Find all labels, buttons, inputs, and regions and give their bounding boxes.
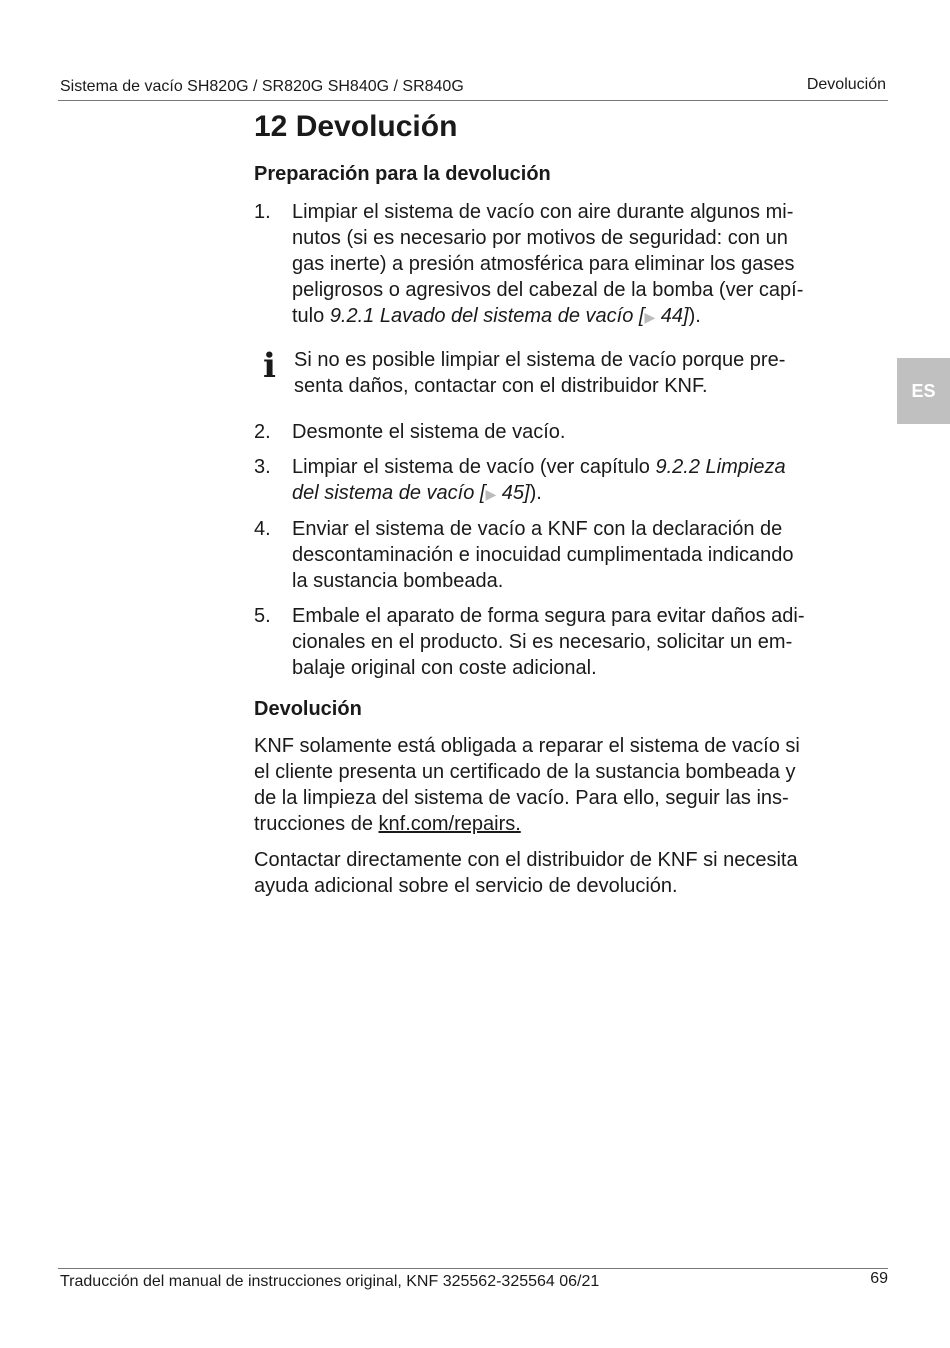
footer-text: Traducción del manual de instrucciones original, KNF 325562-325564 06/21: [60, 1273, 600, 1290]
text-line: nutos (si es necesario por motivos de seguridad: con un: [292, 227, 788, 249]
chapter-link[interactable]: del sistema de vacío [▶ 45]: [292, 482, 530, 504]
language-tab: ES: [897, 358, 950, 424]
header-rule: [58, 100, 888, 101]
arrow-right-icon: ▶: [644, 309, 656, 325]
text-line: peligrosos o agresivos del cabezal de la bomba (ver capí-: [292, 279, 804, 301]
chapter-link[interactable]: 9.2.1 Lavado del sistema de vacío [▶ 44]: [329, 305, 689, 327]
info-note: Si no es posible limpiar el sistema de vacío porque pre- senta daños, contactar con el distribuidor KNF.: [294, 349, 786, 397]
text: ).: [688, 305, 701, 327]
footer-rule: [58, 1268, 888, 1269]
paragraph: KNF solamente está obligada a reparar el sistema de vacío si el cliente presenta un certificado de la sustancia bombeada y de la limpieza del sistema de vacío. Para ello, seguir las ins- trucciones de knf.com/repairs.: [254, 735, 800, 835]
chapter-link[interactable]: 9.2.2 Limpieza: [655, 456, 786, 478]
text: tulo: [292, 305, 330, 327]
document-page: Sistema de vacío SH820G / SR820G SH840G / SR840G Devolución 12 Devolución Preparación para la devolución 1. Limpiar el sistema de vacío con aire durante algunos mi- nutos (si es necesario por motivos de seguridad: con un gas inerte) a presión atmosférica para eliminar los gases peligrosos o agresivos del cabezal de la bomba (ver capí- tulo 9.2.1 Lavado del sistema de vacío [▶ 44]). i Si no es posible limpiar el sistema de vacío porque pre- senta daños, contactar con el distribuidor KNF. 2. Desmonte el sistema de vacío. 3. Limpiar el sistema de vacío (ver capítulo 9.2.2 Limpieza del sistema de vacío [▶ 45]). 4. Enviar el sistema de vacío a KNF con la declaración de descontaminación e inocuidad cumplimentada indicando la sustancia bombeada. 5. Embale el aparato de forma segura para evitar daños adi- cionales en el producto. Si es necesario, solicitar un em- balaje original con coste adicional. Devolución KNF solamente está obligada a reparar el sistema de vacío si el cliente presenta un certificado de la sustancia bombeada y de la limpieza del sistema de vacío. Para ello, seguir las ins- trucciones de knf.com/repairs. Contactar directamente con el distribuidor de KNF si necesita ayuda adicional sobre el servicio de devolución. ES Traducción del manual de instrucciones original, KNF 325562-325564 06/21 69: [0, 0, 950, 1348]
paragraph: Contactar directamente con el distribuidor de KNF si necesita ayuda adicional sobre el servicio de devolución.: [254, 849, 798, 897]
item-number: 1.: [254, 201, 271, 223]
section-heading: Preparación para la devolución: [254, 163, 551, 185]
header-section: Devolución: [806, 76, 886, 93]
arrow-right-icon: ▶: [485, 486, 497, 502]
text-line: Limpiar el sistema de vacío con aire durante algunos mi-: [292, 201, 794, 223]
text-line: gas inerte) a presión atmosférica para eliminar los gases: [292, 253, 795, 275]
section-heading: Devolución: [254, 698, 362, 720]
header-title: Sistema de vacío SH820G / SR820G SH840G / SR840G: [60, 78, 464, 95]
info-icon: i: [263, 346, 276, 386]
page-number: 69: [870, 1270, 888, 1287]
page-title: 12 Devolución: [254, 110, 458, 143]
repairs-link[interactable]: knf.com/repairs.: [378, 813, 521, 835]
